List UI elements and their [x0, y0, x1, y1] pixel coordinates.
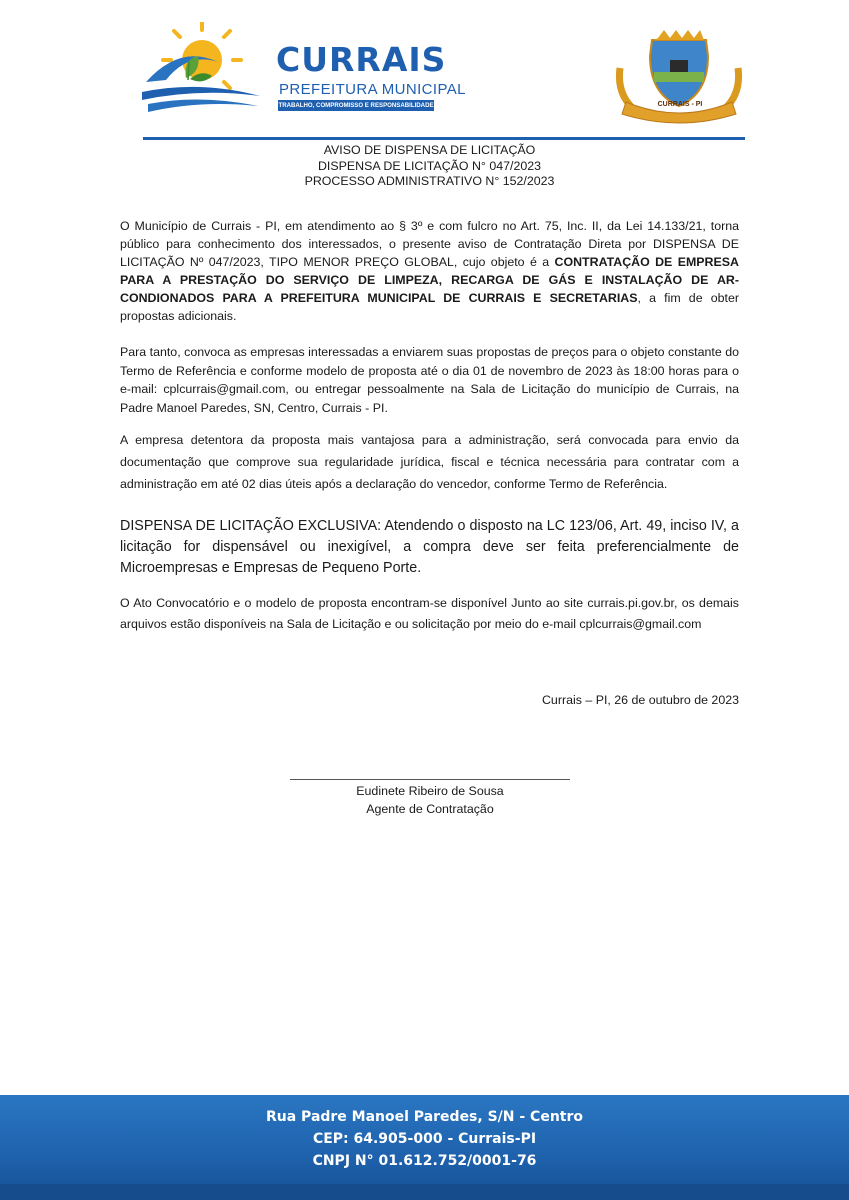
exclusive-paragraph: DISPENSA DE LICITAÇÃO EXCLUSIVA: Atendendo o disposto na LC 123/06, Art. 49, inciso IV, a licitação for dispensável ou inexigível, a compra deve ser feita preferencialmente de Microempresas e Empresas de Pequeno Porte. — [120, 518, 739, 576]
title-line-2: DISPENSA DE LICITAÇÃO N° 047/2023 — [317, 158, 542, 173]
contract-object: CONTRATAÇÃO DE EMPRESA PARA A PRESTAÇÃO DO SERVIÇO DE LIMPEZA, RECARGA DE GÁS E INSTALAÇÃO DE AR-CONDIONADOS PARA A PREFEITURA MUNICIPAL DE CURRAIS E SECRETARIAS — [120, 255, 739, 305]
seal-text: CURRAIS - PI — [657, 101, 703, 108]
intro-tail: , a fim de obter propostas adicionais. — [120, 291, 739, 323]
notice-title — [120, 143, 739, 190]
brand-name: CURRAIS — [276, 40, 447, 79]
date-line: Currais – PI, 26 de outubro de 2023 — [541, 693, 739, 707]
municipal-seal-icon — [612, 28, 746, 126]
footer-strip — [0, 1184, 849, 1200]
signatory-role: Agente de Contratação — [366, 802, 494, 816]
title-line-3: PROCESSO ADMINISTRATIVO N° 152/2023 — [304, 174, 555, 188]
proposal-paragraph: Para tanto, convoca as empresas interessadas a enviarem suas propostas de preços para o objeto constante do Termo de Referência e conforme modelo de proposta até o dia 01 de novembro de 2023 às 18:00 horas para o e-mail: cplcurrais@gmail.com, ou entregar pessoalmente na Sala de Licitação do município de Currais, na Padre Manoel Paredes, SN, Centro, Currais - PI. — [120, 345, 739, 415]
brand-tagline: TRABALHO, COMPROMISSO E RESPONSABILIDADE — [278, 102, 434, 109]
footer-cnpj: CNPJ N° 01.612.752/0001-76 — [312, 1153, 537, 1169]
documentation-paragraph: A empresa detentora da proposta mais vantajosa para a administração, será convocada para envio da documentação que comprove sua regularidade jurídica, fiscal e técnica necessária para contratar com a administração em até 02 dias úteis após a declaração do vencedor, conforme Termo de Referência. — [120, 433, 739, 491]
title-line-1: AVISO DE DISPENSA DE LICITAÇÃO — [323, 143, 536, 157]
footer-cep: CEP: 64.905-000 - Currais-PI — [312, 1131, 537, 1147]
header-divider — [143, 137, 745, 140]
signature-line — [290, 779, 570, 780]
brand-subtitle: PREFEITURA MUNICIPAL — [279, 81, 466, 98]
intro-paragraph — [120, 217, 739, 325]
letterhead — [0, 0, 849, 140]
intro-lead: O Município de Currais - PI, em atendimento ao § 3º e com fulcro no Art. 75, Inc. II, da Lei 14.133/21, torna público para conhecimento dos interessados, o presente aviso de Contratação Direta por DISPENSA DE LICITAÇÃO Nº 047/2023, TIPO MENOR PREÇO GLOBAL, cujo objeto é a — [120, 219, 739, 269]
availability-paragraph: O Ato Convocatório e o modelo de proposta encontram-se disponível Junto ao site currais.pi.gov.br, os demais arquivos estão disponíveis na Sala de Licitação e ou solicitação por meio do e-mail cplcurrais@gmail.com — [120, 596, 739, 631]
footer-address: Rua Padre Manoel Paredes, S/N - Centro — [265, 1109, 584, 1125]
signatory-name: Eudinete Ribeiro de Sousa — [356, 784, 504, 798]
footer-band — [0, 1095, 849, 1200]
